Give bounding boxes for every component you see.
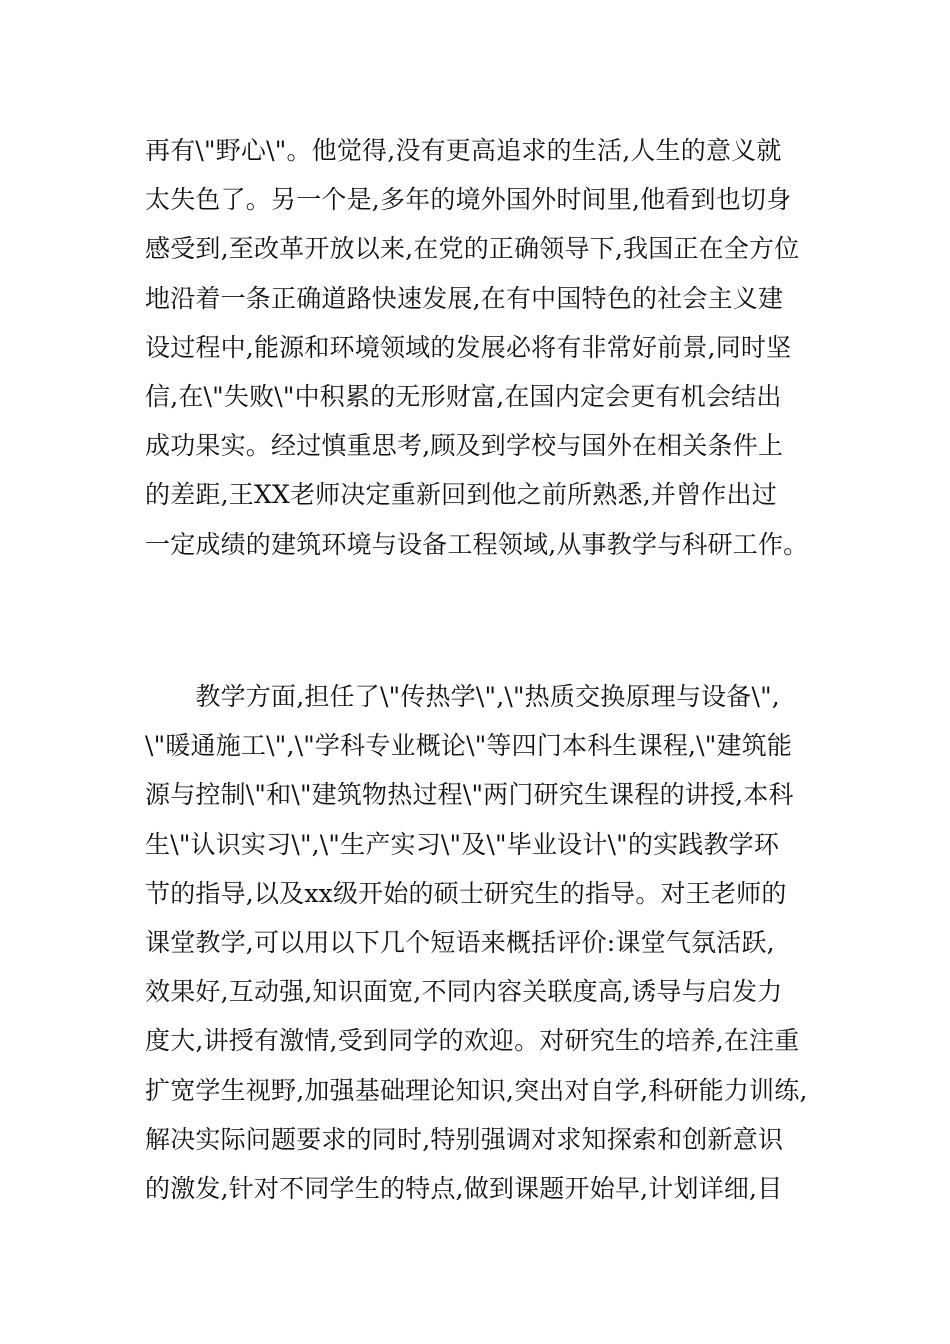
text-line: 成功果实。经过慎重思考,顾及到学校与国外在相关条件上 [145,431,784,461]
text-line: 效果好,互动强,知识面宽,不同内容关联度高,诱导与启发力 [145,977,783,1007]
text-line: 设过程中,能源和环境领域的发展必将有非常好前景,同时坚 [145,332,792,362]
text-line: 课堂教学,可以用以下几个短语来概括评价:课堂气氛活跃, [145,927,775,957]
paragraph-motivation [145,126,825,569]
text-line: 解决实际问题要求的同时,特别强调对求知探索和创新意识 [145,1124,784,1154]
text-line: 的差距,王XX老师决定重新回到他之前所熟悉,并曾作出过 [145,480,777,510]
text-line: 源与控制\"和\"建筑物热过程\"两门研究生课程的讲授,本科 [145,780,794,810]
text-line: 太失色了。另一个是,多年的境外国外时间里,他看到也切身 [145,185,792,215]
text-line: 再有\"野心\"。他觉得,没有更高追求的生活,人生的意义就 [145,136,782,165]
text-line: 感受到,至改革开放以来,在党的正确领导下,我国正在全方位 [145,234,800,264]
text-line: 的激发,针对不同学生的特点,做到课题开始早,计划详细,目 [145,1173,783,1203]
text-line: \"暖通施工\",\"学科专业概论\"等四门本科生课程,\"建筑能 [145,731,793,761]
text-line: 信,在\"失败\"中积累的无形财富,在国内定会更有机会结出 [145,381,782,411]
text-line: 扩宽学生视野,加强基础理论知识,突出对自学,科研能力训练, [145,1075,808,1105]
text-line: 度大,讲授有激情,受到同学的欢迎。对研究生的培养,在注重 [145,1026,800,1056]
text-line: 一定成绩的建筑环境与设备工程领域,从事教学与科研工作。 [145,529,809,559]
text-line: 节的指导,以及xx级开始的硕士研究生的指导。对王老师的 [145,878,787,908]
text-line: 生\"认识实习\",\"生产实习\"及\"毕业设计\"的实践教学环 [145,829,780,859]
paragraph-teaching [145,672,825,1213]
text-line: 教学方面,担任了\"传热学\",\"热质交换原理与设备\", [145,682,780,711]
text-line: 地沿着一条正确道路快速发展,在有中国特色的社会主义建 [145,283,784,313]
